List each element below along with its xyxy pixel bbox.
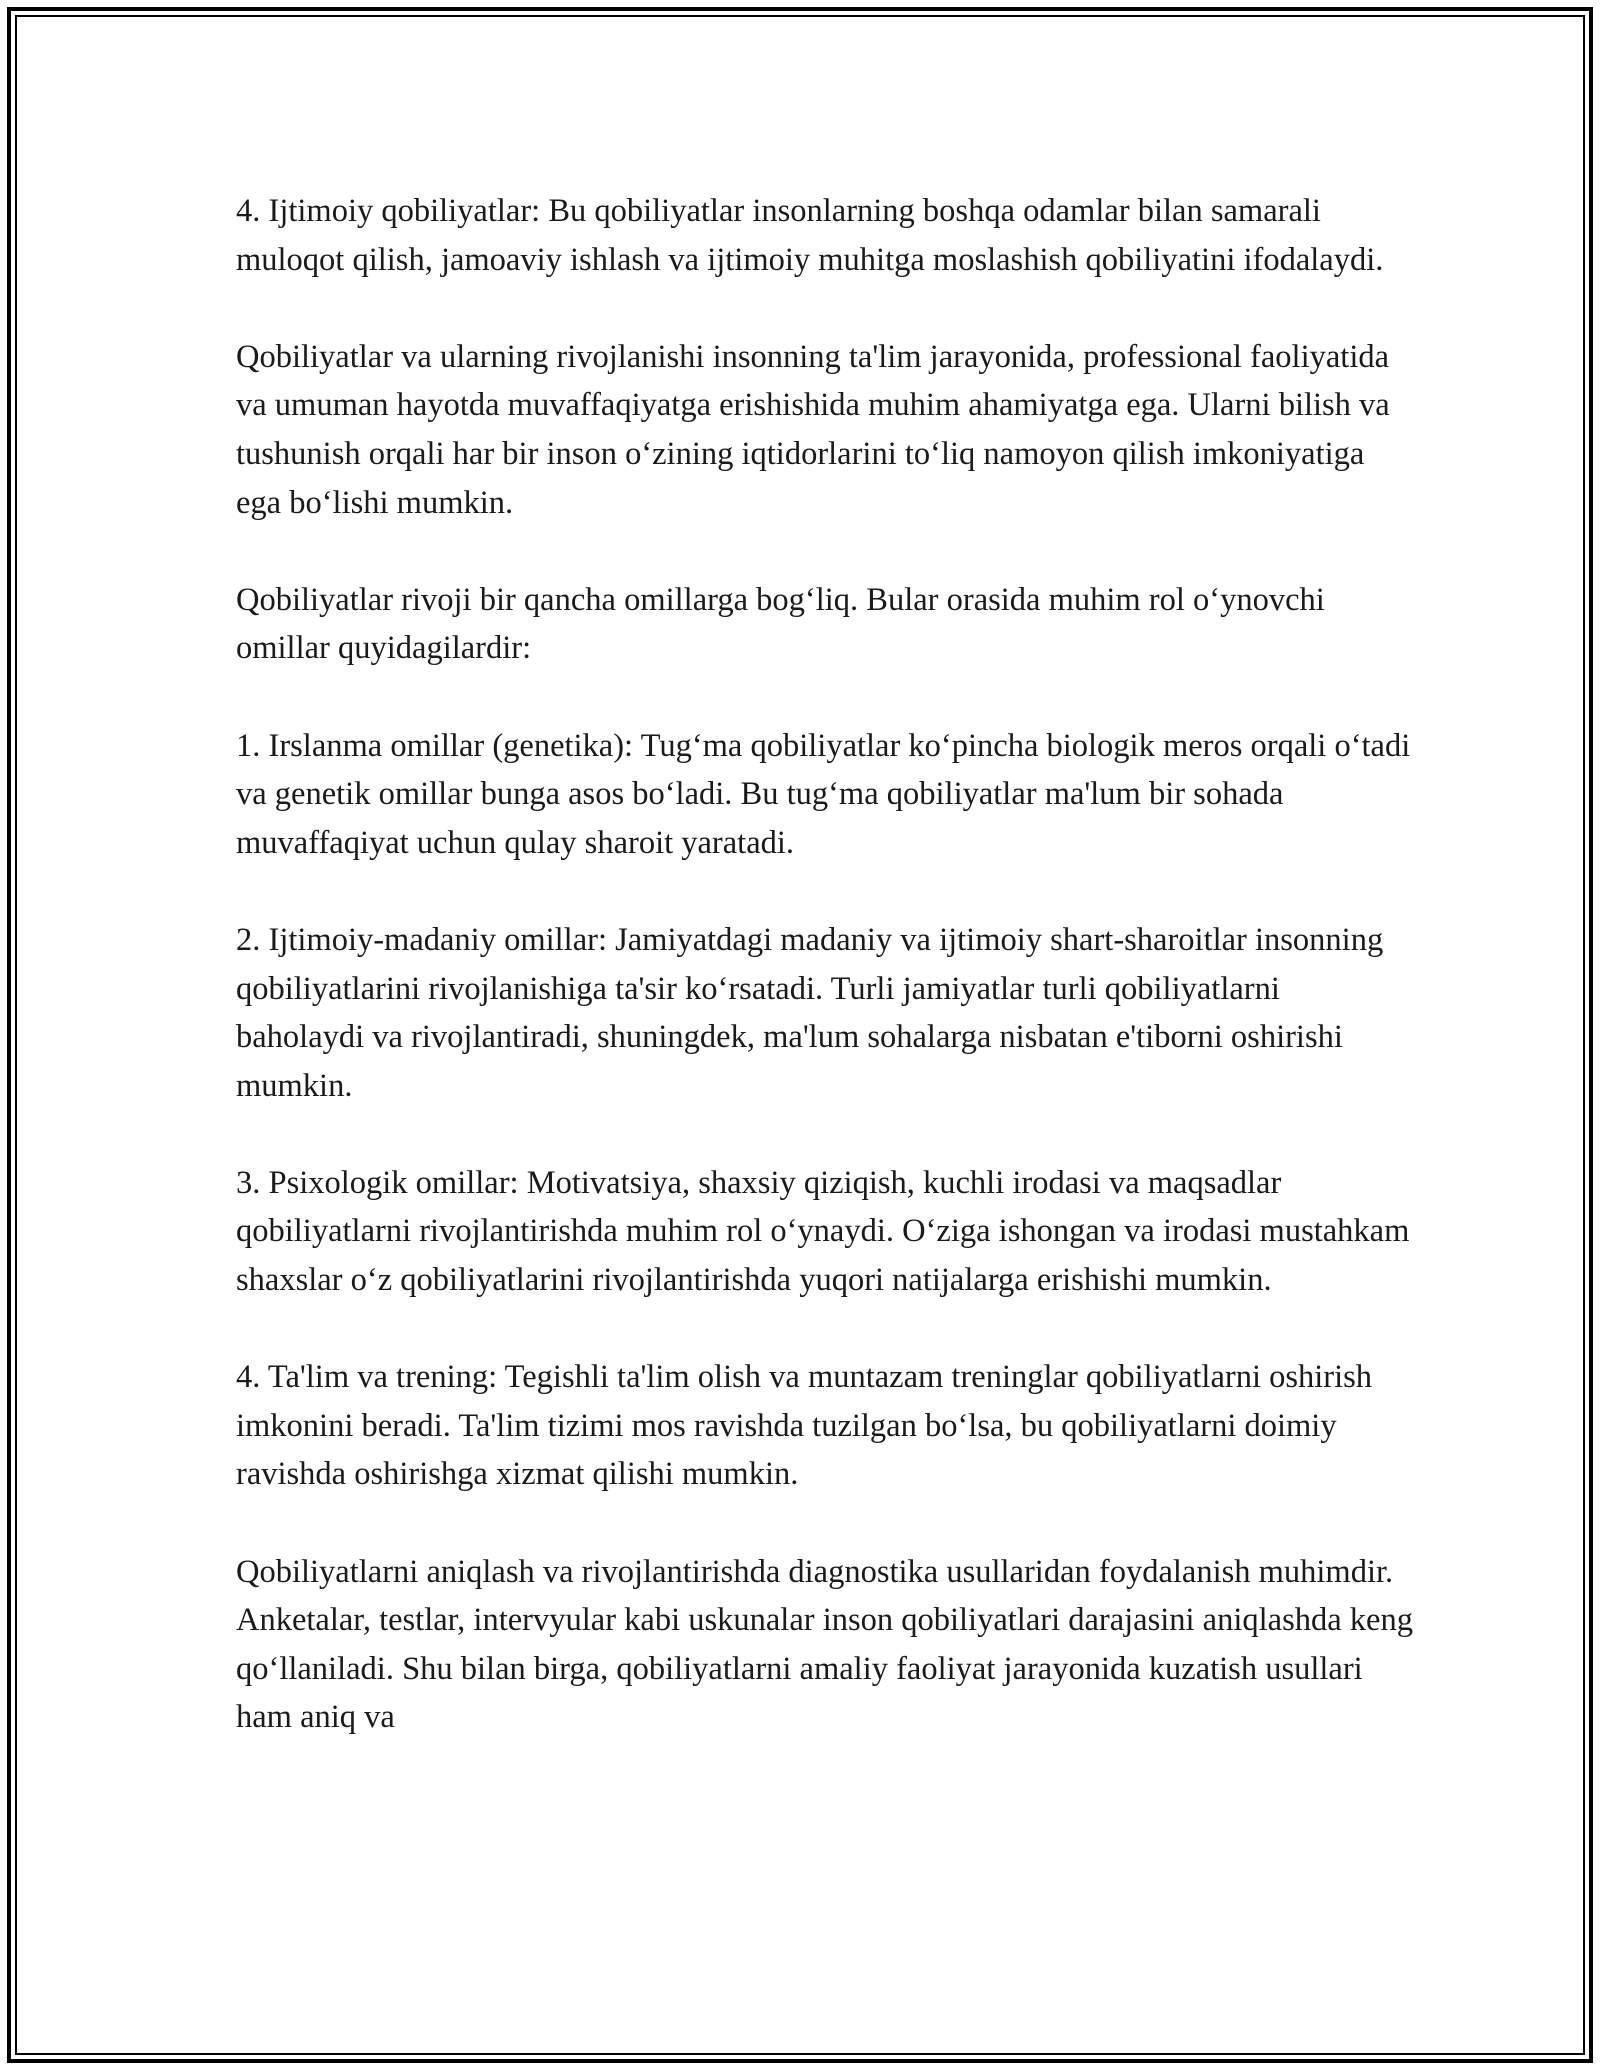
paragraph-diagnostics: Qobiliyatlarni aniqlash va rivojlantirishda diagnostika usullaridan foydalanish muhimdir. Anketalar, testlar, intervyular kabi uskunalar inson qobiliyatlari darajasini aniqlashda keng qo‘llaniladi. Shu bilan birga, qobiliyatlarni amaliy faoliyat jarayonida kuzatish usullari ham aniq va (236, 1553, 1413, 1736)
paragraph-factor-education: 4. Ta'lim va trening: Tegishli ta'lim olish va muntazam treninglar qobiliyatlarni oshirish imkonini beradi. Ta'lim tizimi mos ravishda tuzilgan bo‘lsa, bu qobiliyatlarni doimiy ravishda oshirishga xizmat qilishi mumkin. (236, 1359, 1373, 1493)
document-body (236, 187, 1416, 1742)
paragraph-factor-genetics: 1. Irslanma omillar (genetika): Tug‘ma qobiliyatlar ko‘pincha biologik meros orqali o‘tadi va genetik omillar bunga asos bo‘ladi. Bu tug‘ma qobiliyatlar ma'lum bir sohada muvaffaqiyat uchun qulay sharoit yaratadi. (236, 727, 1411, 861)
paragraph-factor-psychological: 3. Psixologik omillar: Motivatsiya, shaxsiy qiziqish, kuchli irodasi va maqsadlar qobiliyatlarni rivojlantirishda muhim rol o‘ynaydi. O‘ziga ishongan va irodasi mustahkam shaxslar o‘z qobiliyatlarini rivojlantirishda yuqori natijalarga erishishi mumkin. (236, 1164, 1410, 1299)
paragraph-abilities-importance: Qobiliyatlar va ularning rivojlanishi insonning ta'lim jarayonida, professional faoliyatida va umuman hayotda muvaffaqiyatga erishishida muhim ahamiyatga ega. Ularni bilish va tushunish orqali har bir inson o‘zining iqtidorlarini to‘liq namoyon qilish imkoniyatiga ega bo‘lishi mumkin. (236, 338, 1390, 521)
paragraph-factor-sociocultural: 2. Ijtimoiy-madaniy omillar: Jamiyatdagi madaniy va ijtimoiy shart-sharoitlar insonning qobiliyatlarini rivojlanishiga ta'sir ko‘rsatadi. Turli jamiyatlar turli qobiliyatlarni baholaydi va rivojlantiradi, shuningdek, ma'lum sohalarga nisbatan e'tiborni oshirishi mumkin. (236, 921, 1384, 1104)
paragraph-social-abilities: 4. Ijtimoiy qobiliyatlar: Bu qobiliyatlar insonlarning boshqa odamlar bilan samarali muloqot qilish, jamoaviy ishlash va ijtimoiy muhitga moslashish qobiliyatini ifodalaydi. (236, 193, 1384, 278)
paragraph-development-factors-intro: Qobiliyatlar rivoji bir qancha omillarga bog‘liq. Bular orasida muhim rol o‘ynovchi omillar quyidagilardir: (236, 581, 1325, 667)
